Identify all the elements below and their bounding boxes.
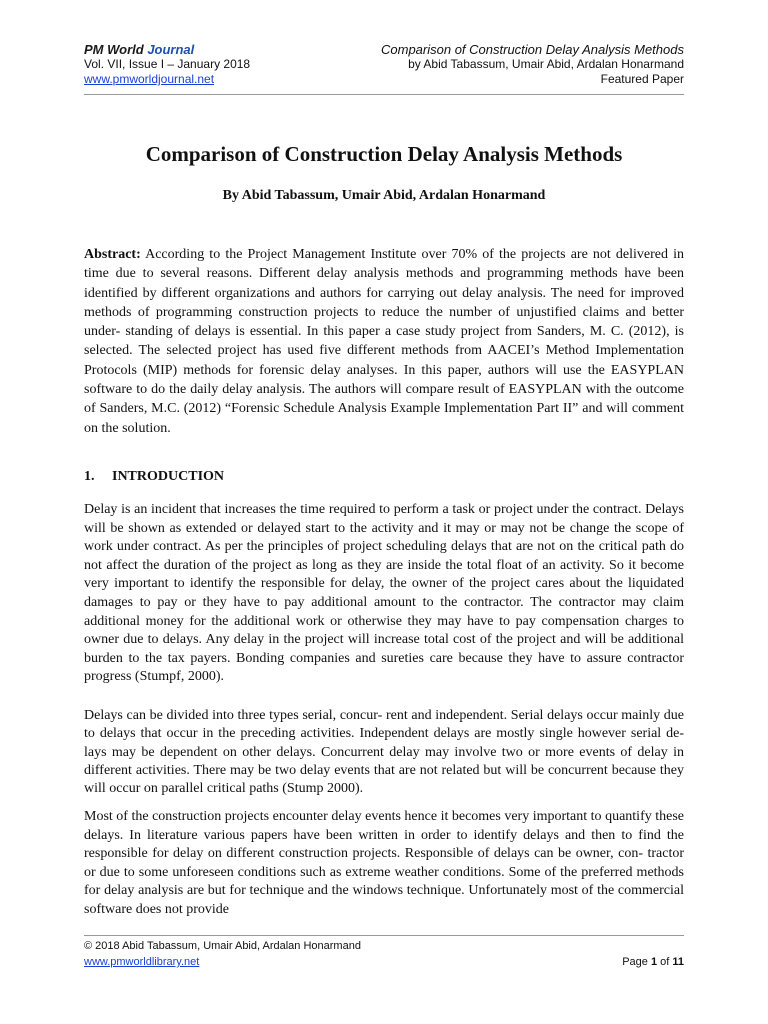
running-title: Comparison of Construction Delay Analysis Methods	[381, 42, 684, 57]
page-of: of	[657, 956, 673, 968]
byline: By Abid Tabassum, Umair Abid, Ardalan Honarmand	[222, 188, 546, 203]
library-website-link[interactable]: www.pmworldlibrary.net	[84, 956, 200, 968]
section-heading-introduction	[84, 469, 224, 485]
abstract	[84, 245, 684, 438]
page-number	[622, 954, 684, 970]
paragraph-3: Most of the construction projects encounter delay events hence it becomes very important to quantify these delays. In literature various papers have been written in order to identify delays and then to find the responsible for delay on different construction projects. Responsible of delays can be owner, con- tractor or due to some unforeseen conditions such as extreme weather conditions. Some of the preferred methods for delay analysis are but for technique and the windows technique. Unfortunately most of the commercial software does not provide	[84, 809, 684, 917]
journal-name-suffix: Journal	[147, 42, 195, 57]
paper-type: Featured Paper	[600, 72, 684, 86]
header-right	[381, 42, 684, 87]
issue-info: Vol. VII, Issue I – January 2018	[84, 57, 251, 71]
journal-name-prefix: PM World	[84, 42, 148, 57]
journal-name	[84, 42, 250, 57]
paragraph-2: Delays can be divided into three types serial, concur- rent and independent. Serial delays occur mainly due to delays that occur in the preceding activities. Independent delays are mostly single however serial de- lays may be dependent on other delays. Concurrent delay may involve two or more events of delay in different activities. There may be two delay events that are not related but will be concurrent because they will occur on parallel critical paths (Stump 2000).	[84, 708, 684, 797]
footer-divider	[84, 935, 684, 936]
page-current: 1	[650, 956, 658, 968]
page-word: Page	[622, 956, 651, 968]
section-number: 1.	[84, 469, 95, 484]
abstract-text: According to the Project Management Institute over 70% of the projects are not delivered in time due to several reasons. Different delay analysis methods and programming methods have been identified by different organizations and authors for carrying out delay analysis. The need for improved methods of programming construction projects to reduce the number of unjustified claims and better under- standing of delays is essential. In this paper a case study project from Sanders, M. C. (2012), is selected. The selected project has used five different methods from AACEI’s Method Implementation Protocols (MIP) methods for forensic delay analyses. In this paper, authors will use the EASYPLAN software to do the daily delay analysis. The authors will compare result of EASYPLAN with the outcome of Sanders, M.C. (2012) “Forensic Schedule Analysis Example Implementation Part II” and will comment on the solution.	[84, 247, 684, 436]
header-left	[84, 42, 250, 87]
copyright: © 2018 Abid Tabassum, Umair Abid, Ardalan Honarmand	[84, 940, 361, 952]
page-total: 11	[672, 956, 684, 968]
running-authors: by Abid Tabassum, Umair Abid, Ardalan Honarmand	[408, 57, 684, 71]
journal-website-link[interactable]: www.pmworldjournal.net	[84, 72, 215, 86]
paper-title: Comparison of Construction Delay Analysis Methods	[145, 142, 623, 166]
page-footer	[84, 938, 684, 970]
paragraph-1: Delay is an incident that increases the time required to perform a task or project under the contract. Delays will be shown as extended or delayed start to the activity and it may or may not be change the scope of work under contract. As per the principles of project scheduling delays that are not on the critical path do not affect the duration of the project as long as they are inside the total float of an activity. So it become very important to identify the responsible for delay, the owner of the project cares about the liquidated damages to pay or they have to pay additional amount to the contractor. The contractor may claim additional money for the additional work or otherwise they may have to pay compensation charges to owner due to delays. Any delay in the project will increase total cost of the project and will be additional burden to the tax payers. Bonding companies and sureties care because they have to assure contractor progress (Stumpf, 2000).	[84, 502, 684, 685]
header-divider	[84, 94, 684, 95]
section-title: INTRODUCTION	[112, 469, 225, 484]
abstract-label: Abstract:	[84, 247, 141, 262]
page-header	[84, 42, 684, 92]
